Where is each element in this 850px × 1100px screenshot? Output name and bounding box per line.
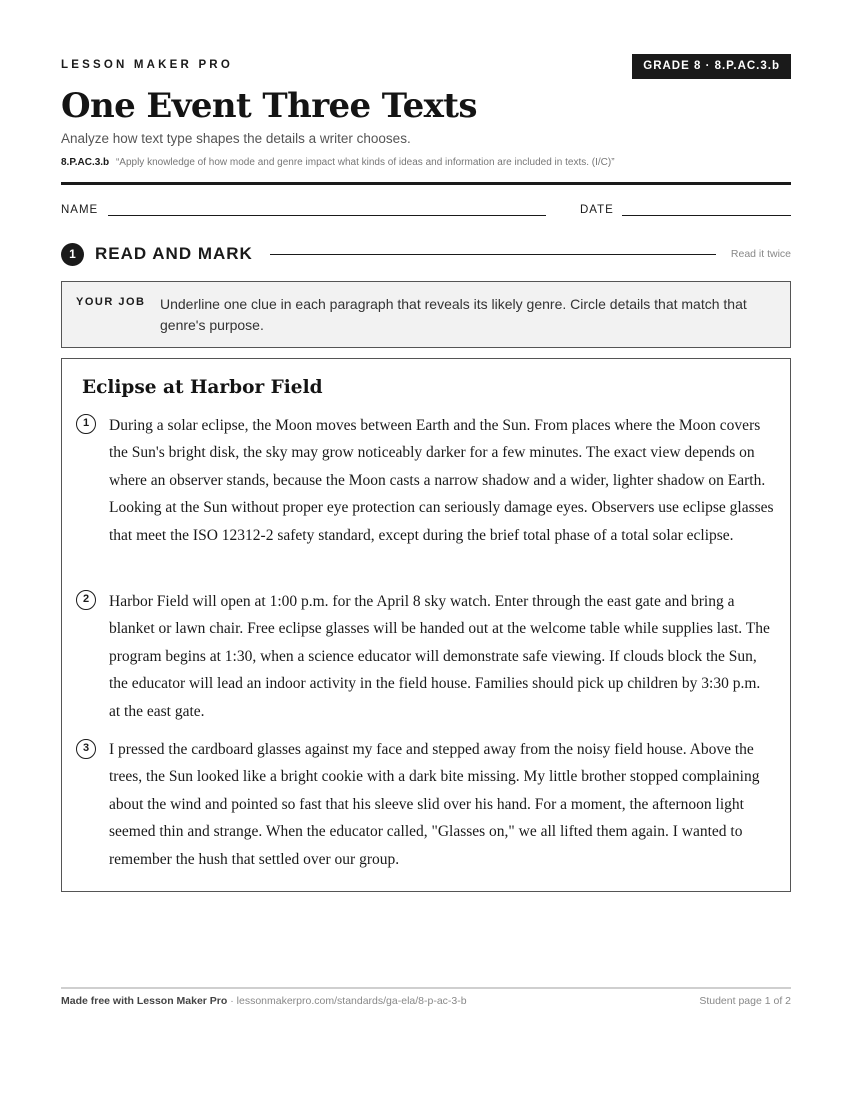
footer-credit <box>61 995 467 1007</box>
page-subtitle: Analyze how text type shapes the details a writer chooses. <box>61 131 411 146</box>
instructions-text: Underline one clue in each paragraph that reveals its likely genre. Circle details that match that genre's purpose. <box>160 296 747 333</box>
grade-badge: GRADE 8 · 8.P.AC.3.b <box>632 54 791 79</box>
page-indicator: Student page 1 of 2 <box>699 995 791 1007</box>
name-label: NAME <box>61 204 99 216</box>
paragraph-number-1: 1 <box>76 414 96 434</box>
standard-code: 8.P.AC.3.b <box>61 157 110 168</box>
section-heading <box>61 243 791 267</box>
reading-passage-box <box>61 358 791 892</box>
footer-divider <box>61 987 791 989</box>
passage-title: Eclipse at Harbor Field <box>82 377 323 398</box>
header-divider <box>61 182 791 185</box>
date-label: DATE <box>580 204 614 216</box>
paragraph-1: During a solar eclipse, the Moon moves between Earth and the Sun. From places where the Moon covers the Sun's bright disk, the sky may grow noticeably darker for a few minutes. The exact view depends on where an observer stands, because the Moon casts a narrow shadow and a wider, lighter shadow on Earth. Looking at the Sun without proper eye protection can seriously damage eyes. Observers use eclipse glasses that meet the ISO 12312-2 safety standard, except during the brief total phase of a total solar eclipse. <box>109 417 774 544</box>
name-field[interactable] <box>108 215 546 216</box>
section-title: READ AND MARK <box>95 244 253 263</box>
instructions-label: YOUR JOB <box>76 296 146 308</box>
paragraph-2: Harbor Field will open at 1:00 p.m. for the April 8 sky watch. Enter through the east gate and bring a blanket or lawn chair. Free eclipse glasses will be handed out at the welcome table while supplies last. The program begins at 1:30, when a science educator will demonstrate safe viewing. If clouds block the Sun, the educator will lead an indoor activity in the field house. Families should pick up children by 3:30 p.m. at the east gate. <box>109 593 770 720</box>
footer-url[interactable]: lessonmakerpro.com/standards/ga-ela/8-p-ac-3-b <box>236 995 467 1007</box>
page-title: One Event Three Texts <box>61 86 477 126</box>
brand-name: LESSON MAKER PRO <box>61 59 233 71</box>
top-bar <box>61 54 791 80</box>
standard-text: “Apply knowledge of how mode and genre impact what kinds of ideas and information are included in texts. (I/C)” <box>115 157 615 168</box>
section-note: Read it twice <box>730 248 791 260</box>
worksheet-page <box>61 0 791 1100</box>
standard-line <box>61 157 615 168</box>
section-rule <box>270 254 716 255</box>
instructions-box <box>61 281 791 348</box>
section-number-badge: 1 <box>61 243 84 266</box>
paragraph-number-3: 3 <box>76 739 96 759</box>
name-date-row <box>61 204 791 220</box>
date-field[interactable] <box>622 215 791 216</box>
footer-made-with: Made free with Lesson Maker Pro <box>61 995 228 1007</box>
paragraph-number-2: 2 <box>76 590 96 610</box>
footer-separator: · <box>227 995 237 1007</box>
paragraph-3: I pressed the cardboard glasses against my face and stepped away from the noisy field house. Above the trees, the Sun looked like a bright cookie with a dark bite missing. My little brother stopped complaining about the wind and pointed so fast that his sleeve slid over his hand. For a moment, the afternoon light seemed thin and strange. When the educator called, "Glasses on," we all lifted them again. I wanted to remember the hush that settled over our group. <box>109 741 760 868</box>
